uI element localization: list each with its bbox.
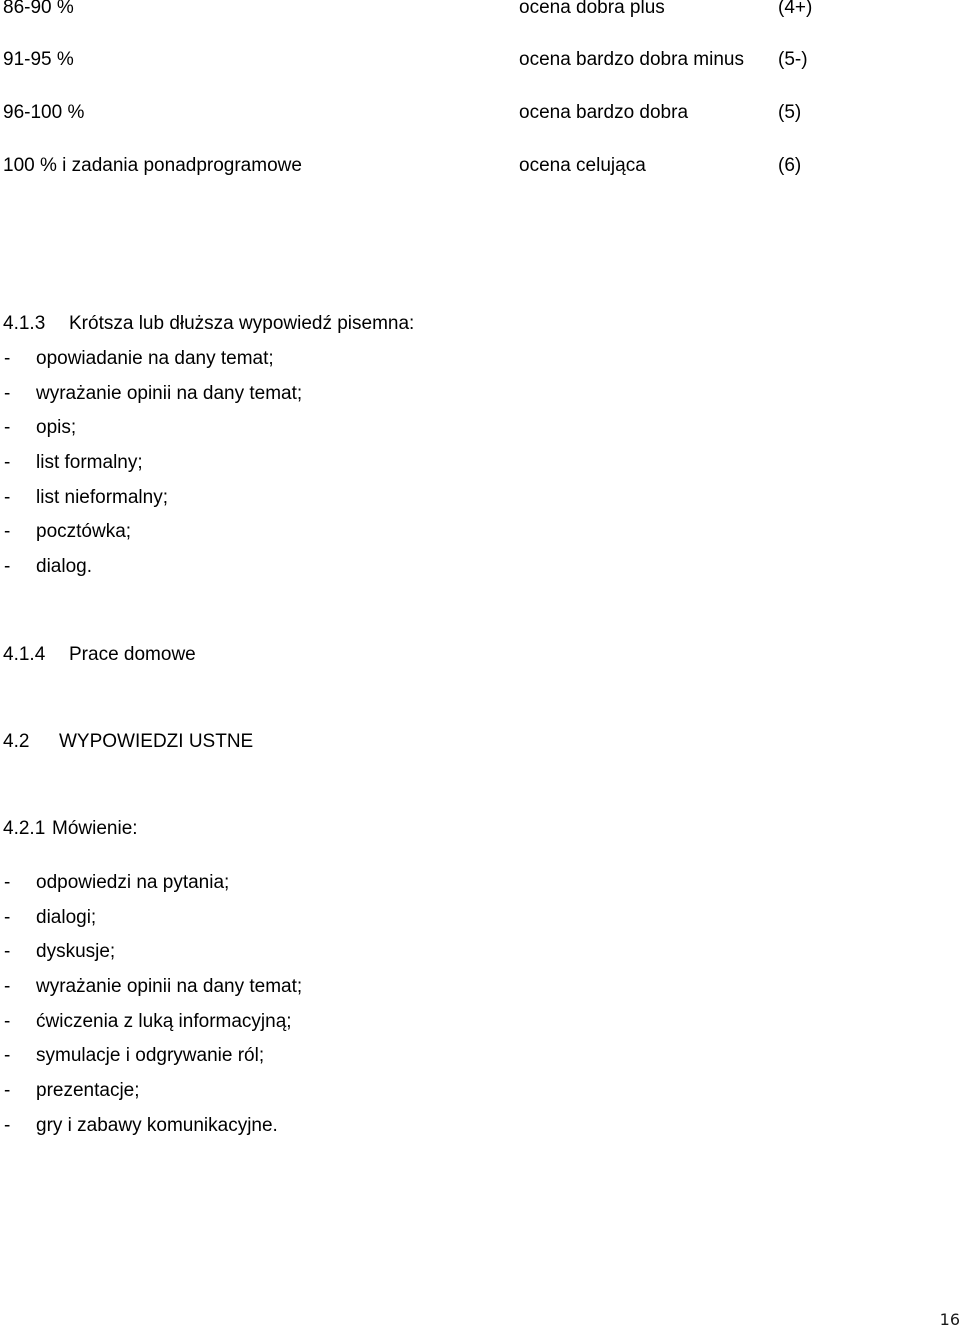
grade-range: 100 % i zadania ponadprogramowe	[3, 155, 302, 176]
list-item-text: gry i zabawy komunikacyjne.	[36, 1114, 278, 1136]
list-item-text: dialogi;	[36, 906, 97, 928]
section-title: WYPOWIEDZI USTNE	[59, 731, 254, 752]
grade-code: (5)	[778, 102, 802, 123]
grade-name: ocena bardzo dobra minus	[519, 49, 744, 70]
dash: -	[4, 872, 11, 893]
grade-code: (5-)	[778, 49, 808, 70]
list-item-text: list formalny;	[36, 452, 143, 474]
dash: -	[4, 452, 11, 474]
dash: -	[4, 1010, 11, 1032]
dash: -	[4, 976, 11, 998]
section-title: Mówienie:	[52, 818, 138, 839]
section-number: 4.2.1	[3, 818, 46, 839]
grading-row	[0, 155, 960, 177]
grading-row	[0, 49, 960, 71]
grading-row	[0, 102, 960, 124]
dash: -	[4, 417, 11, 439]
dash: -	[4, 906, 11, 928]
dash: -	[4, 486, 11, 508]
grade-name: ocena dobra plus	[519, 0, 665, 18]
dash: -	[4, 521, 11, 543]
dash: -	[4, 1045, 11, 1067]
section-title: Prace domowe	[69, 644, 196, 665]
list-item-text: odpowiedzi na pytania;	[36, 872, 230, 893]
dash: -	[4, 348, 11, 369]
section-number: 4.2	[3, 731, 30, 752]
grade-range: 91-95 %	[3, 49, 74, 70]
list-item-text: dialog.	[36, 556, 92, 578]
list-item-text: opis;	[36, 417, 77, 439]
list-item-text: pocztówka;	[36, 521, 132, 543]
list-item-text: ćwiczenia z luką informacyjną;	[36, 1010, 292, 1032]
grade-name: ocena bardzo dobra	[519, 102, 689, 123]
list-item-text: dyskusje;	[36, 941, 116, 963]
list-item-text: list nieformalny;	[36, 486, 168, 508]
section-title: Krótsza lub dłuższa wypowiedź pisemna:	[69, 313, 415, 334]
list-item-text: opowiadanie na dany temat;	[36, 348, 274, 369]
dash: -	[4, 941, 11, 963]
dash: -	[4, 1114, 11, 1136]
dash: -	[4, 556, 11, 578]
section-heading-4-1-4	[3, 644, 196, 666]
section-number: 4.1.4	[3, 644, 46, 665]
grade-name: ocena celująca	[519, 155, 646, 176]
list-item-text: prezentacje;	[36, 1080, 140, 1102]
grade-range: 96-100 %	[3, 102, 85, 123]
grading-row	[0, 0, 960, 19]
list-item-text: symulacje i odgrywanie ról;	[36, 1045, 265, 1067]
grade-range: 86-90 %	[3, 0, 74, 18]
section-heading-4-2-1	[3, 818, 138, 840]
list-item-text: wyrażanie opinii na dany temat;	[36, 382, 303, 404]
grade-code: (4+)	[778, 0, 813, 18]
page-number: 16	[939, 1310, 960, 1329]
section-heading-4-2	[3, 731, 253, 753]
grade-code: (6)	[778, 155, 802, 176]
section-heading-4-1-3	[3, 313, 414, 335]
dash: -	[4, 382, 11, 404]
dash: -	[4, 1080, 11, 1102]
section-number: 4.1.3	[3, 313, 46, 334]
list-item-text: wyrażanie opinii na dany temat;	[36, 976, 303, 998]
